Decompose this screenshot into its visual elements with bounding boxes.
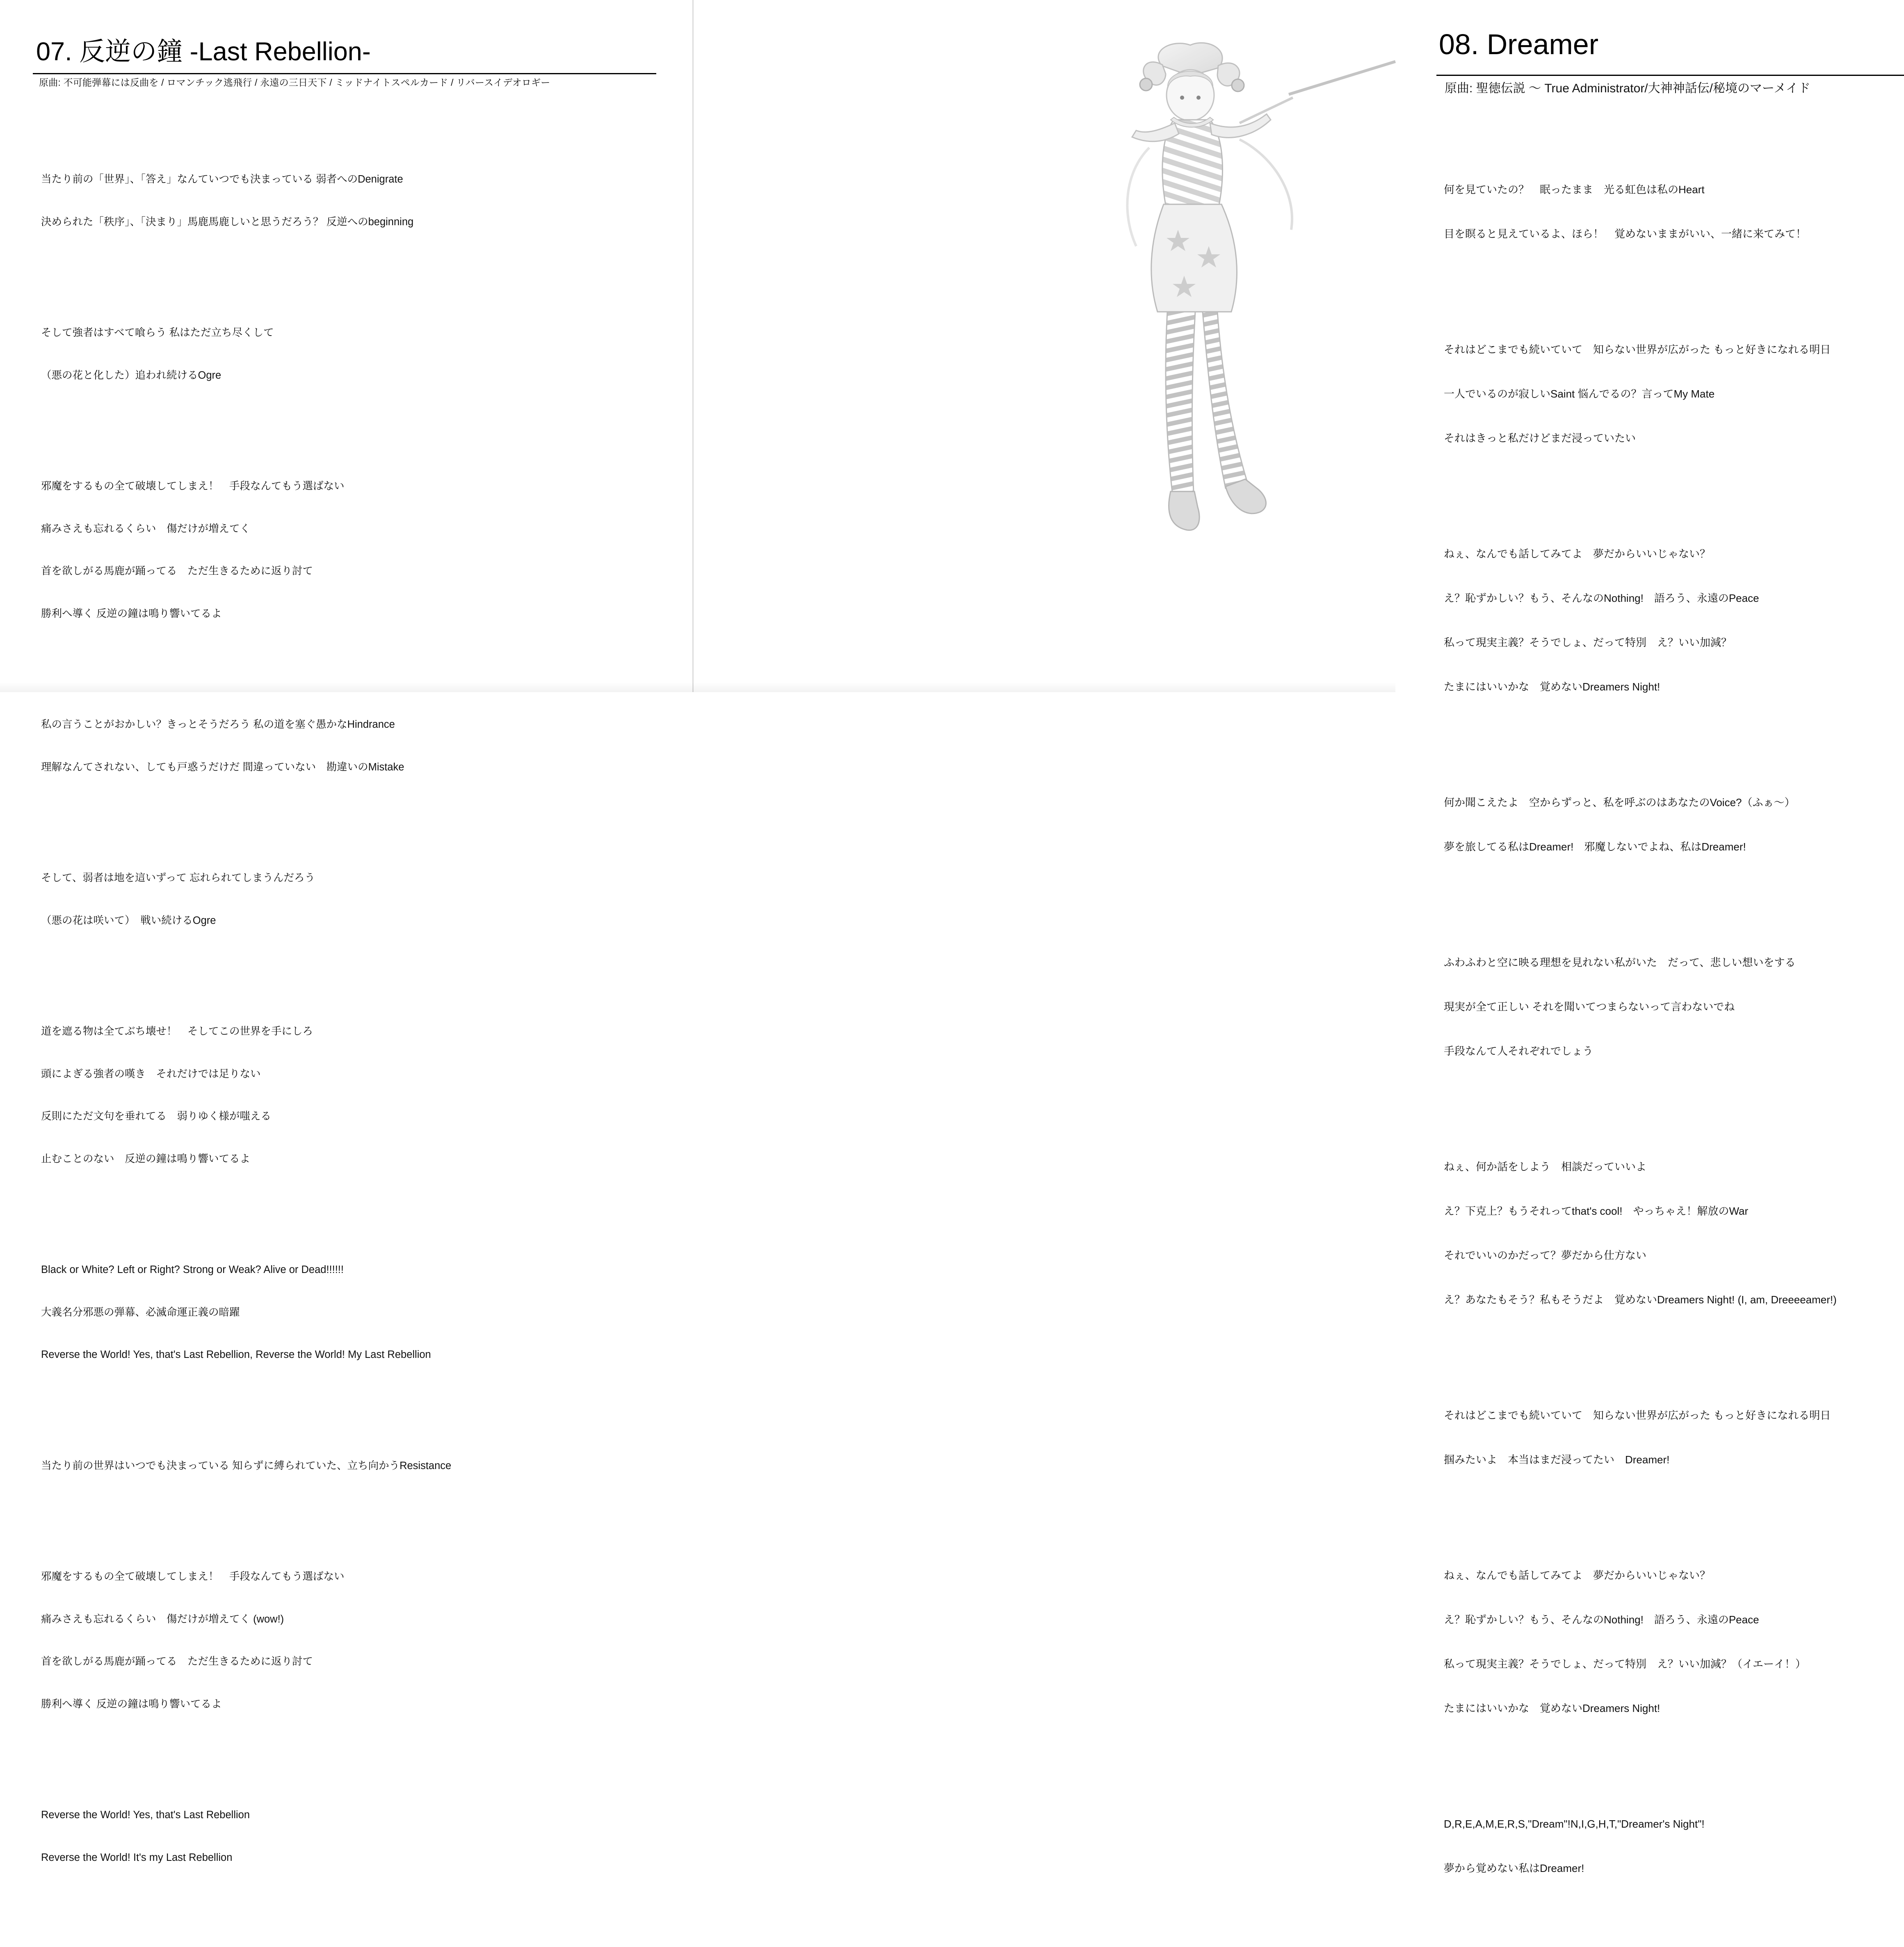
stanza [1444, 517, 1837, 724]
lyric-line: 大義名分邪悪の弾幕、必滅命運正義の暗躍 [41, 1306, 240, 1318]
clown-girl-illustration [1026, 0, 1395, 692]
stanza [1444, 1787, 1837, 1905]
stanza [41, 1780, 451, 1893]
stanza [1444, 766, 1837, 884]
lyric-line: え？あなたもそう？私もそうだよ 覚めないDreamers Night! (I, am, Dreeeeamer!) [1444, 1293, 1837, 1306]
lyric-line: そして、弱者は地を這いずって 忘れられてしまうんだろう [41, 872, 315, 884]
title-underline-right [1436, 75, 1904, 76]
stanza [41, 144, 451, 257]
lyric-line: それはきっと私だけどまだ浸っていたい [1444, 432, 1636, 444]
lyrics-block-left [41, 116, 451, 1933]
lyric-line: 決められた「秩序」、「決まり」馬鹿馬鹿しいと思うだろう？ 反逆へのbeginning [41, 216, 414, 228]
lyric-line: 勝利へ導く 反逆の鐘は鳴り響いてるよ [41, 1698, 222, 1710]
lyric-line: たまにはいいかな 覚めないDreamers Night! [1444, 1702, 1660, 1714]
stanza [41, 1431, 451, 1501]
lyric-line: （悪の花は咲いて） 戦い続けるOgre [41, 914, 216, 926]
lyric-line: 何か聞こえたよ 空からずっと、私を呼ぶのはあなたのVoice?（ふぁ～） [1444, 796, 1795, 809]
lyric-line: 理解なんてされない、しても戸惑うだけだ 間違っていない 勘違いのMistake [41, 761, 404, 773]
lyric-line: 掴みたいよ 本当はまだ浸ってたい Dreamer! [1444, 1453, 1670, 1466]
lyric-line: （悪の花と化した）追われ続けるOgre [41, 369, 221, 381]
lyric-line: 首を欲しがる馬鹿が踊ってる ただ生きるために返り討て [41, 1656, 313, 1667]
lyric-line: Reverse the World! It's my Last Rebellion [41, 1851, 233, 1863]
stanza [41, 1234, 451, 1390]
lyric-line: たまにはいいかな 覚めないDreamers Night! [1444, 681, 1660, 693]
lyric-line: 頭によぎる強者の嘆き それだけでは足りない [41, 1068, 261, 1080]
stanza [1444, 1378, 1837, 1497]
lyric-line: 止むことのない 反逆の鐘は鳴り響いてるよ [41, 1153, 251, 1165]
lyrics-block-right [1444, 123, 1837, 1947]
lyric-line: ねぇ、なんでも話してみてよ 夢だからいいじゃない？ [1444, 1569, 1711, 1581]
stanza [41, 843, 451, 956]
stanza [41, 689, 451, 802]
title-underline-left [33, 73, 656, 74]
lyric-line: 邪魔をするもの全て破壊してしまえ！ 手段なんてもう選ばない [41, 1571, 345, 1582]
source-label-right: 原曲: 聖徳伝説 ～ True Administrator/大神神話伝/秘境のマーメイド [1445, 82, 1810, 95]
lyric-line: それはどこまでも続いていて 知らない世界が広がった もっと好きになれる明日 [1444, 1409, 1831, 1421]
lyric-line: 目を瞑ると見えているよ、ほら！ 覚めないままがいい、一緒に来てみて！ [1444, 228, 1807, 240]
lyric-line: そして強者はすべて喰らう 私はただ立ち尽くして [41, 327, 274, 338]
lyric-line: 道を遮る物は全てぶち壊せ！ そしてこの世界を手にしろ [41, 1026, 313, 1037]
lyric-line: 当たり前の「世界」、「答え」なんていつでも決まっている 弱者へのDenigrate [41, 174, 403, 185]
page-gutter [692, 0, 694, 692]
lyric-line: 勝利へ導く 反逆の鐘は鳴り響いてるよ [41, 608, 222, 619]
page-title-left: 07. 反逆の鐘 -Last Rebellion- [36, 37, 371, 66]
right-page [693, 0, 1837, 1874]
lyric-line: 首を欲しがる馬鹿が踊ってる ただ生きるために返り討て [41, 565, 313, 577]
lyric-line: それはどこまでも続いていて 知らない世界が広がった もっと好きになれる明日 [1444, 343, 1831, 356]
lyric-line: え？下克上？もうそれってthat's cool! やっちゃえ！解放のWar [1444, 1205, 1749, 1217]
stanza [1444, 313, 1837, 475]
lyric-line: Reverse the World! Yes, that's Last Rebellion, Reverse the World! My Last Rebellion [41, 1349, 431, 1360]
lyric-line: 一人でいるのが寂しいSaint 悩んでるの？言ってMy Mate [1444, 388, 1715, 400]
lyric-line: 私って現実主義？そうでしょ、だって特別 え？いい加減？（イエーイ！） [1444, 1658, 1806, 1670]
lyric-line: 痛みさえも忘れるくらい 傷だけが増えてく [41, 523, 251, 535]
lyric-line: 私の言うことがおかしい？きっとそうだろう 私の道を塞ぐ愚かなHindrance [41, 719, 395, 730]
lyric-line: 痛みさえも忘れるくらい 傷だけが増えてく (wow!) [41, 1613, 284, 1625]
lyric-line: え？恥ずかしい？もう、そんなのNothing! 語ろう、永遠のPeace [1444, 592, 1759, 604]
page-bottom-shadow [0, 682, 1395, 692]
stanza [1444, 153, 1837, 271]
lyric-line: ねぇ、なんでも話してみてよ 夢だからいいじゃない？ [1444, 548, 1711, 560]
source-label-left: 原曲: 不可能弾幕には反曲を / ロマンチック逃飛行 / 永遠の三日天下 / ミッドナイトスペルカード / リバースイデオロギー [39, 77, 550, 88]
left-page [0, 0, 693, 1863]
lyric-line: え？恥ずかしい？もう、そんなのNothing! 語ろう、永遠のPeace [1444, 1613, 1759, 1626]
stanza [41, 996, 451, 1194]
stanza [41, 297, 451, 411]
lyric-line: 何を見ていたの？ 眠ったまま 光る虹色は私のHeart [1444, 183, 1705, 196]
lyric-line: ねぇ、何か話をしよう 相談だっていいよ [1444, 1161, 1647, 1173]
stanza [41, 1541, 451, 1739]
stanza [1444, 926, 1837, 1088]
stanza [41, 451, 451, 649]
lyric-line: 夢を旅してる私はDreamer! 邪魔しないでよね、私はDreamer! [1444, 841, 1746, 853]
lyric-line: ふわふわと空に映る理想を見れない私がいた だって、悲しい想いをする [1444, 956, 1796, 969]
lyric-line: 夢から覚めない私はDreamer! [1444, 1862, 1584, 1874]
lyric-line: 手段なんて人それぞれでしょう [1444, 1045, 1594, 1057]
stanza [1444, 1130, 1837, 1337]
lyric-line: 反則にただ文句を垂れてる 弱りゆく様が嗤える [41, 1111, 272, 1122]
lyric-line: 私って現実主義？そうでしょ、だって特別 え？いい加減？ [1444, 636, 1732, 649]
lyric-line: 邪魔をするもの全て破壊してしまえ！ 手段なんてもう選ばない [41, 480, 345, 492]
lyric-line: それでいいのかだって？夢だから仕方ない [1444, 1249, 1647, 1261]
lyric-line: 当たり前の世界はいつでも決まっている 知らずに縛られていた、立ち向かうResistance [41, 1460, 452, 1472]
lyric-line: Reverse the World! Yes, that's Last Rebellion [41, 1809, 250, 1821]
page-title-right: 08. Dreamer [1439, 28, 1599, 60]
stanza [1444, 1538, 1837, 1745]
lyric-line: Black or White? Left or Right? Strong or Weak? Alive or Dead!!!!!! [41, 1264, 344, 1275]
lyric-line: 現実が全て正しい それを聞いてつまらないって言わないでね [1444, 1001, 1735, 1013]
lyric-line: D,R,E,A,M,E,R,S,"Dream"!N,I,G,H,T,"Dreamer's Night"! [1444, 1818, 1705, 1830]
